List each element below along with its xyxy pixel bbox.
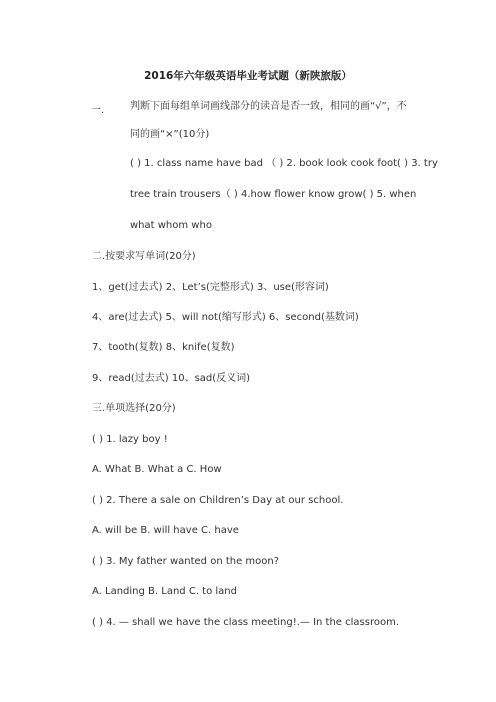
section2-row: 7、tooth(复数) 8、knife(复数) <box>92 342 235 353</box>
section1-number: 一. <box>91 105 105 116</box>
section1-line: tree train trousers（ ) 4.how flower know grow( ) 5. when <box>130 189 417 200</box>
section3-line: ( ) 2. There a sale on Children’s Day at our school. <box>92 495 344 506</box>
section3-line: ( ) 3. My father wanted on the moon? <box>92 556 280 567</box>
section1-line: ( ) 1. class name have bad （ ) 2. book look cook foot( ) 3. try <box>130 158 438 169</box>
exam-title: 2016年六年级英语毕业考试题（新陕旅版） <box>144 70 352 82</box>
section3-line: ( ) 4. — shall we have the class meeting!.— In the classroom. <box>92 617 400 628</box>
section2-heading: 二.按要求写单词(20分) <box>92 251 196 262</box>
section2-row: 1、get(过去式) 2、Let’s(完整形式) 3、use(形容词) <box>92 282 329 293</box>
section3-line: A. will be B. will have C. have <box>92 525 239 536</box>
section3-heading: 三.单项选择(20分) <box>92 403 176 414</box>
section2-row: 4、are(过去式) 5、will not(缩写形式) 6、second(基数词) <box>92 312 359 323</box>
section1-line: 同的画“×”(10分) <box>130 129 210 140</box>
section3-line: A. Landing B. Land C. to land <box>92 586 237 597</box>
section1-line: what whom who <box>130 220 212 231</box>
section1-line: 判断下面每组单词画线部分的读音是否一致，相同的画“√”，不 <box>130 101 407 112</box>
section3-line: ( ) 1. lazy boy ! <box>92 434 168 445</box>
section3-line: A. What B. What a C. How <box>92 464 222 475</box>
section2-row: 9、read(过去式) 10、sad(反义词) <box>92 373 251 384</box>
